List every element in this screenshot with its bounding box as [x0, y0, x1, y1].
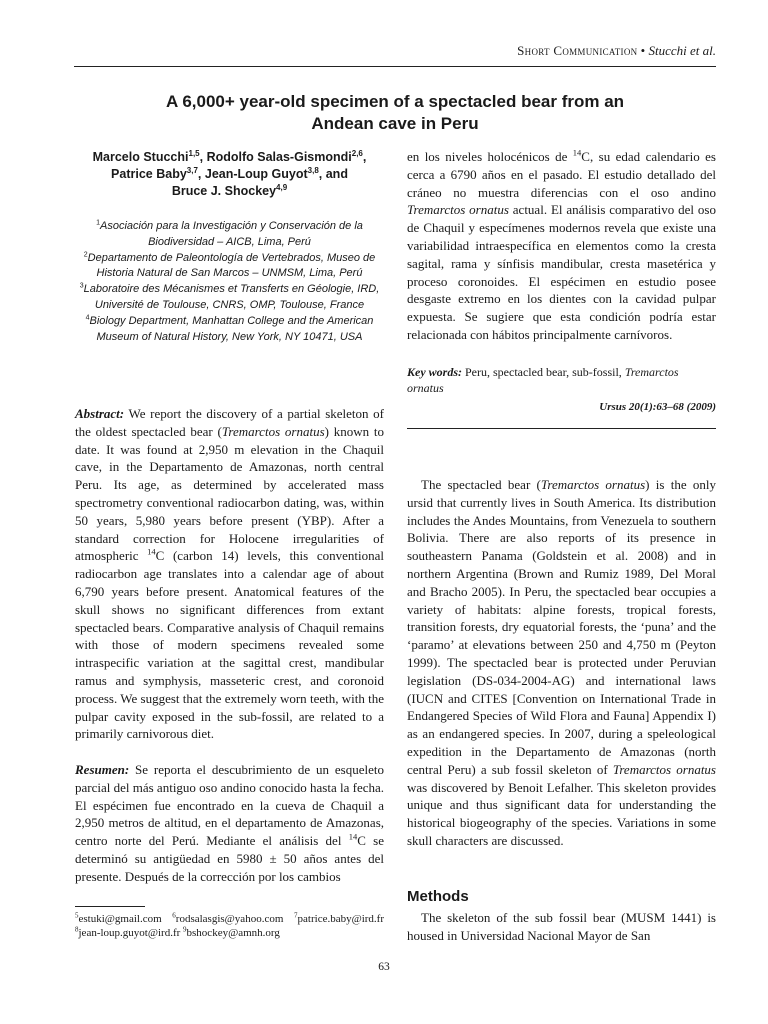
resumen-text: en los niveles holocénicos de	[407, 149, 573, 164]
column-rule	[407, 428, 716, 429]
affiliation-number: 2	[83, 250, 88, 258]
affiliation-number: 3	[79, 282, 84, 290]
author-separator: , and	[318, 167, 348, 181]
resumen-paragraph	[75, 761, 384, 886]
author-name: Marcelo Stucchi	[92, 150, 189, 164]
footnotes	[75, 912, 384, 940]
author-affil-sup: 3,8	[307, 165, 319, 175]
footnote-number: 9	[183, 925, 187, 934]
keywords-text: Peru, spectacled bear, sub-fossil,	[465, 365, 625, 379]
affiliation-item	[75, 282, 384, 314]
affiliation-text: Laboratoire des Mécanismes et Transferts en Géologie, IRD, Université de Toulouse, CNRS, OMP, Toulouse, France	[83, 283, 380, 311]
methods-section	[407, 909, 716, 945]
footnote-email[interactable]: estuki@gmail.com	[78, 913, 162, 925]
species-name: Tremarctos ornatus	[612, 761, 716, 777]
affiliations	[75, 219, 384, 345]
affiliation-text: Departamento de Paleontología de Vertebrados, Museo de Historia Natural de San Marcos – UNMSM, Lima, Perú	[87, 251, 376, 280]
abstract-paragraph	[75, 405, 384, 743]
resumen-label: Resumen:	[75, 762, 130, 777]
keywords-label: Key words:	[407, 365, 462, 379]
article-title	[74, 91, 716, 135]
abstract-text: We report the discovery of a partial skeleton of the oldest spectacled bear (	[75, 406, 385, 439]
affiliation-item	[75, 314, 384, 346]
abstract-text: C (carbon 14) levels, this conventional radiocarbon age translates into a calendar age of about 6,790 years before present. Anatomical features of the skull shows no significant differences from extant spectacled bears. Comparative analysis of Chaquil remains with those of modern specimens revealed some intraspecific variation at the sagittal crest, mandibular ramus and symphysis, masseteric crest, and coronoid process. We suggest that the extremely worn teeth, with the pulpar cavity exposed in the sub-fossil, are related to a primarily carnivorous diet.	[75, 548, 384, 742]
methods-paragraph: The skeleton of the sub fossil bear (MUSM 1441) is housed in Universidad Nacional Mayor de San	[407, 910, 716, 943]
keywords	[407, 364, 716, 396]
journal-citation: Ursus 20(1):63–68 (2009)	[599, 401, 716, 413]
resumen-text: Se reporta el descubrimiento de un esqueleto parcial del más antiguo oso andino conocido hasta la fecha. El espécimen fue encontrado en la cueva de Chaquil a 2,950 metros de altitud, en el departamento de Amazonas, centro norte del Perú. Mediante el análisis del	[75, 762, 385, 849]
author-affil-sup: 1,5	[188, 148, 200, 158]
abstract-text: ) known to date. It was found at 2,950 m elevation in the Chaquil cave, in the Departamento de Amazonas, north central Peru. Its age, as determined by accelerated mass spectrometry conventional radiocarbon dating, was, within 50 years, 5,980 years before present (YBP). After a standard correction for Holocene irregularities of atmospheric	[75, 423, 384, 564]
affiliation-text: Biology Department, Manhattan College and the American Museum of Natural History, New York, NY 10471, USA	[89, 314, 374, 343]
author-affil-sup: 4,9	[276, 182, 288, 192]
abstract-label: Abstract:	[75, 406, 125, 421]
affiliation-item	[75, 251, 384, 283]
footnote-number: 6	[172, 911, 176, 920]
author-list	[75, 149, 384, 200]
intro-text: was discovered by Benoit Lefalher. This skeleton provides unique and thus significant data for understanding the historical biogeography of the species. Variations in some skull characters are discussed.	[407, 779, 716, 848]
affiliation-item	[75, 219, 384, 251]
author-separator: ,	[362, 150, 367, 164]
methods-heading: Methods	[407, 888, 469, 905]
intro-text: The spectacled bear (	[421, 477, 541, 492]
author-affil-sup: 2,6	[351, 148, 363, 158]
running-head-section: Short Communication	[517, 43, 638, 58]
isotope-superscript: 14	[572, 147, 582, 158]
author-name: Patrice Baby	[111, 167, 187, 181]
affiliation-number: 4	[85, 314, 90, 322]
footnote-email[interactable]: jean-loup.guyot@ird.fr	[78, 927, 181, 940]
author-name: Bruce J. Shockey	[171, 184, 277, 198]
footnote-number: 8	[75, 925, 79, 934]
footnote-number: 5	[75, 911, 79, 920]
running-head-separator: •	[640, 43, 646, 58]
page-number: 63	[378, 961, 390, 973]
author-name: Rodolfo Salas-Gismondi	[206, 150, 352, 164]
author-separator: ,	[199, 150, 204, 164]
title-line-1: A 6,000+ year-old specimen of a spectacled bear from an	[165, 92, 625, 111]
affiliation-text: Asociación para la Investigación y Conservación de la Biodiversidad – AICB, Lima, Perú	[99, 220, 363, 248]
running-head-authors: Stucchi et al.	[648, 43, 716, 58]
introduction	[407, 476, 716, 850]
title-line-2: Andean cave in Peru	[311, 114, 479, 133]
author-affil-sup: 3,7	[186, 165, 198, 175]
resumen-text: C, su edad calendario es cerca a 6790 años en el pasado. El estudio detallado del cráneo no muestra diferencias con el oso andino	[407, 149, 716, 200]
footnote-rule	[75, 906, 145, 907]
isotope-superscript: 14	[147, 547, 156, 558]
intro-text: ) is the only ursid that currently lives in South America. Its distribution includes the Andes Mountains, from Venezuela to southern Bolivia. There are also reports of its presence in southeastern Panama (Goldstein et al. 2008) and in northern Argentina (Brown and Rumiz 1989, Del Moral and Bracho 2005). In Peru, the spectacled bear occupies a variety of habitats: alpine forests, tropical forests, transition forests, dry equatorial forests, the ‘puna’ and the ‘paramo’ at elevations between 250 and 4,750 m (Peyton 1999). The spectacled bear is protected under Peruvian legislation (DS-034-2004-AG) and international laws (IUCN and CITES [Convention on International Trade in Endangered Species of Wild Flora and Fauna] Appendix I) as an endangered species. In 2007, during a speleological expedition in the Departamento de Amazonas (north central Peru) a sub fossil skeleton of	[407, 477, 717, 777]
intro-paragraph	[407, 476, 716, 850]
isotope-superscript: 14	[348, 831, 358, 842]
footnote-email[interactable]: rodsalasgis@yahoo.com	[175, 913, 284, 925]
author-name: Jean-Loup Guyot	[204, 167, 308, 181]
footnote-number: 7	[294, 911, 298, 920]
header-rule	[74, 66, 716, 67]
species-name: Tremarctos ornatus	[407, 365, 679, 395]
running-head	[517, 43, 716, 59]
resumen-text: C se determinó su antigüedad en 5980 ± 50 años antes del presente. Después de la corrección por los cambios	[75, 833, 384, 884]
author-separator: ,	[197, 167, 202, 181]
affiliation-number: 1	[96, 219, 100, 227]
footnote-email[interactable]: bshockey@amnh.org	[186, 927, 280, 940]
species-name: Tremarctos ornatus	[407, 202, 509, 218]
species-name: Tremarctos ornatus	[540, 477, 646, 492]
resumen-continuation	[407, 148, 716, 344]
species-name: Tremarctos ornatus	[221, 423, 325, 439]
resumen-text: actual. El análisis comparativo del oso de Chaquil y especímenes modernos revela que existe una variabilidad intraespecífica en elementos como la cresta sagital, rama y sínfisis mandibular, cresta masetérica y proceso coronoides. El espécimen en estudio posee desgaste extremo en los dientes con la cavidad pulpar expuesta. Se sugiere que esta condición podría estar relacionada con hábitos principalmente carnívoros.	[407, 202, 716, 342]
footnote-email[interactable]: patrice.baby@ird.fr	[297, 913, 385, 925]
